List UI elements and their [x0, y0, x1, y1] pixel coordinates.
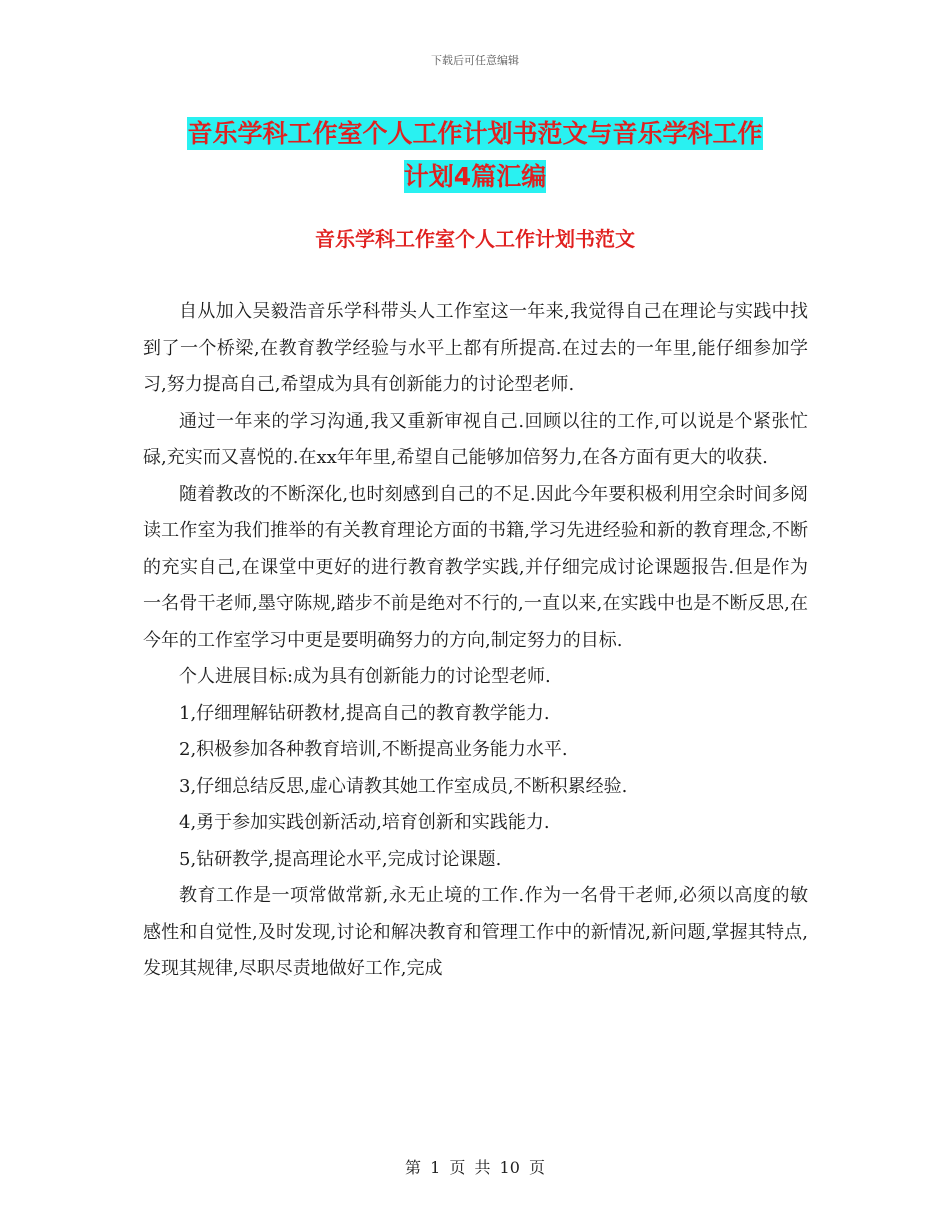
- header-note: 下载后可任意编辑: [431, 54, 519, 67]
- paragraph: 教育工作是一项常做常新,永无止境的工作.作为一名骨干老师,必须以高度的敏感性和自觉性,及时发现,讨论和解决教育和管理工作中的新情况,新问题,掌握其特点,发现其规律,尽职尽责地做好工作,完成: [143, 885, 808, 979]
- page-footer: 第 1 页 共 10 页: [405, 1158, 545, 1177]
- title-highlight-1: 音乐学科工作室个人工作计划书范文与音乐学科工作: [187, 119, 763, 148]
- document-title-line-2: [0, 157, 950, 193]
- section-heading: 音乐学科工作室个人工作计划书范文: [315, 227, 635, 251]
- title-highlight-2: 计划4篇汇编: [403, 162, 547, 191]
- list-item: 2,积极参加各种教育培训,不断提高业务能力水平.: [179, 739, 568, 760]
- paragraph: 随着教改的不断深化,也时刻感到自己的不足.因此今年要积极利用空余时间多阅读工作室为我们推举的有关教育理论方面的书籍,学习先进经验和新的教育理念,不断的充实自己,在课堂中更好的进行教育教学实践,并仔细完成讨论课题报告.但是作为一名骨干老师,墨守陈规,踏步不前是绝对不行的,一直以来,在实践中也是不断反思,在今年的工作室学习中更是要明确努力的方向,制定努力的目标.: [143, 483, 808, 651]
- list-item: 1,仔细理解钻研教材,提高自己的教育教学能力.: [179, 702, 550, 724]
- paragraph: 自从加入吴毅浩音乐学科带头人工作室这一年来,我觉得自己在理论与实践中找到了一个桥梁,在教育教学经验与水平上都有所提高.在过去的一年里,能仔细参加学习,努力提高自己,希望成为具有创新能力的讨论型老师.: [143, 301, 808, 395]
- document-body: [143, 294, 808, 988]
- list-item: 3,仔细总结反思,虚心请教其她工作室成员,不断积累经验.: [179, 775, 628, 797]
- list-item: 4,勇于参加实践创新活动,培育创新和实践能力.: [179, 812, 550, 833]
- paragraph: 通过一年来的学习沟通,我又重新审视自己.回顾以往的工作,可以说是个紧张忙碌,充实而又喜悦的.在xx年年里,希望自己能够加倍努力,在各方面有更大的收获.: [143, 410, 808, 468]
- document-title-line-1: [0, 114, 950, 150]
- list-item: 5,钻研教学,提高理论水平,完成讨论课题.: [179, 848, 502, 870]
- paragraph: 个人进展目标:成为具有创新能力的讨论型老师.: [179, 666, 551, 687]
